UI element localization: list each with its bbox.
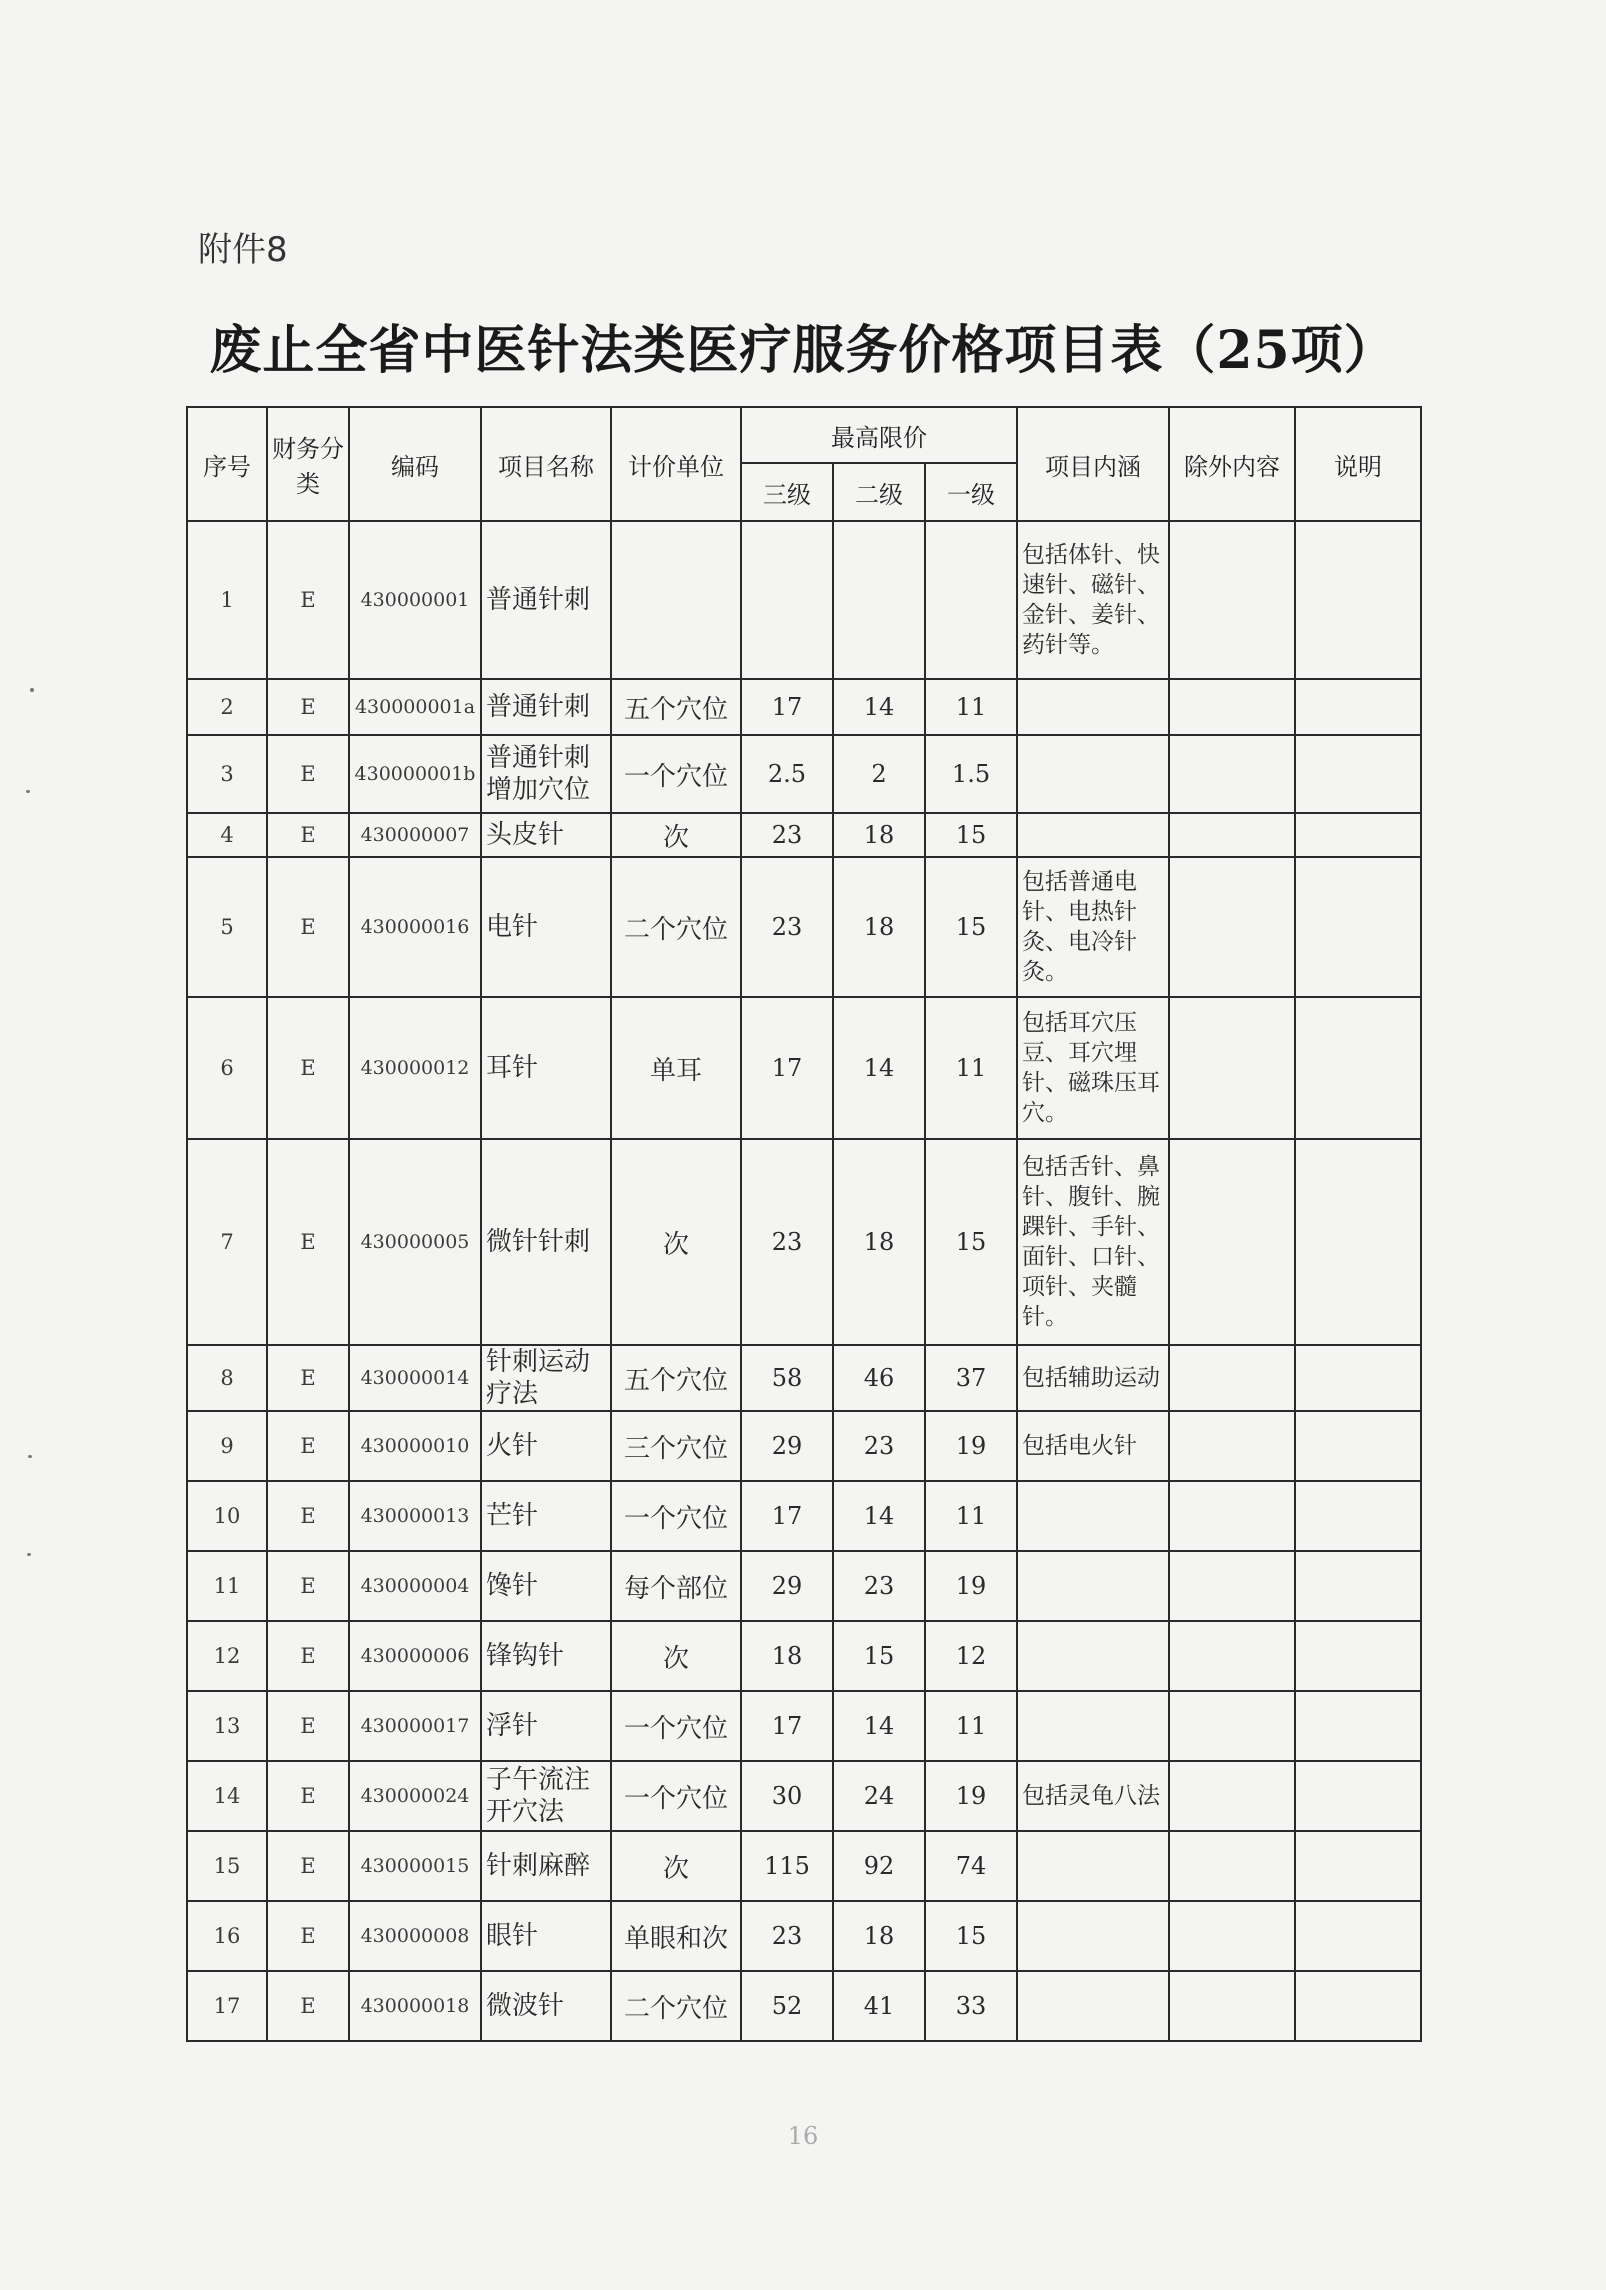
cell-item-content: 包括辅助运动 — [1017, 1345, 1169, 1411]
cell-exclusions — [1169, 1691, 1295, 1761]
cell-exclusions — [1169, 1831, 1295, 1901]
cell-item-content: 包括舌针、鼻针、腹针、腕踝针、手针、面针、口针、项针、夹髓针。 — [1017, 1139, 1169, 1345]
cell-price-level-1: 74 — [925, 1831, 1017, 1901]
header-level-3: 三级 — [741, 463, 833, 521]
cell-finance-category: E — [267, 679, 349, 735]
cell-exclusions — [1169, 735, 1295, 813]
cell-pricing-unit: 次 — [611, 1621, 741, 1691]
cell-exclusions — [1169, 1761, 1295, 1831]
cell-exclusions — [1169, 857, 1295, 997]
cell-item-name: 头皮针 — [481, 813, 611, 857]
cell-notes — [1295, 1621, 1421, 1691]
cell-exclusions — [1169, 1345, 1295, 1411]
header-exclusions: 除外内容 — [1169, 407, 1295, 521]
cell-seq: 15 — [187, 1831, 267, 1901]
cell-price-level-2: 46 — [833, 1345, 925, 1411]
cell-item-content — [1017, 1901, 1169, 1971]
cell-notes — [1295, 1481, 1421, 1551]
header-level-1: 一级 — [925, 463, 1017, 521]
cell-finance-category: E — [267, 1621, 349, 1691]
cell-price-level-2: 92 — [833, 1831, 925, 1901]
table-row — [187, 1691, 1421, 1761]
table-row — [187, 735, 1421, 813]
attachment-label: 附件8 — [198, 230, 288, 270]
cell-pricing-unit: 二个穴位 — [611, 857, 741, 997]
header-code: 编码 — [349, 407, 481, 521]
cell-price-level-1: 37 — [925, 1345, 1017, 1411]
cell-item-name: 微波针 — [481, 1971, 611, 2041]
cell-pricing-unit: 一个穴位 — [611, 1761, 741, 1831]
cell-price-level-1 — [925, 521, 1017, 679]
cell-price-level-3: 17 — [741, 997, 833, 1139]
cell-code: 430000016 — [349, 857, 481, 997]
cell-price-level-3: 29 — [741, 1411, 833, 1481]
table-row — [187, 813, 1421, 857]
cell-price-level-2: 14 — [833, 997, 925, 1139]
cell-exclusions — [1169, 1551, 1295, 1621]
cell-seq: 4 — [187, 813, 267, 857]
cell-price-level-2: 18 — [833, 857, 925, 997]
cell-price-level-3: 58 — [741, 1345, 833, 1411]
cell-seq: 16 — [187, 1901, 267, 1971]
table-row — [187, 1831, 1421, 1901]
header-seq: 序号 — [187, 407, 267, 521]
cell-seq: 3 — [187, 735, 267, 813]
table-row — [187, 997, 1421, 1139]
cell-code: 430000004 — [349, 1551, 481, 1621]
cell-item-content — [1017, 1971, 1169, 2041]
cell-pricing-unit: 次 — [611, 1831, 741, 1901]
cell-notes — [1295, 997, 1421, 1139]
cell-finance-category: E — [267, 813, 349, 857]
cell-finance-category: E — [267, 857, 349, 997]
cell-code: 430000014 — [349, 1345, 481, 1411]
page-title: 废止全省中医针法类医疗服务价格项目表（25项） — [209, 320, 1397, 381]
cell-item-name: 浮针 — [481, 1691, 611, 1761]
cell-price-level-1: 15 — [925, 1901, 1017, 1971]
cell-price-level-3: 23 — [741, 813, 833, 857]
cell-price-level-3: 17 — [741, 1691, 833, 1761]
cell-item-content — [1017, 679, 1169, 735]
cell-seq: 11 — [187, 1551, 267, 1621]
cell-item-name: 眼针 — [481, 1901, 611, 1971]
cell-pricing-unit — [611, 521, 741, 679]
cell-seq: 8 — [187, 1345, 267, 1411]
cell-item-content — [1017, 1691, 1169, 1761]
cell-price-level-1: 11 — [925, 679, 1017, 735]
cell-price-level-2: 24 — [833, 1761, 925, 1831]
cell-pricing-unit: 一个穴位 — [611, 735, 741, 813]
cell-exclusions — [1169, 1621, 1295, 1691]
scan-speck — [30, 688, 34, 692]
cell-pricing-unit: 一个穴位 — [611, 1481, 741, 1551]
header-item-content: 项目内涵 — [1017, 407, 1169, 521]
cell-finance-category: E — [267, 1411, 349, 1481]
cell-price-level-2: 14 — [833, 1691, 925, 1761]
scan-speck — [26, 790, 30, 793]
cell-item-name: 普通针刺增加穴位 — [481, 735, 611, 813]
cell-code: 430000024 — [349, 1761, 481, 1831]
cell-price-level-2: 14 — [833, 1481, 925, 1551]
cell-notes — [1295, 1761, 1421, 1831]
cell-seq: 14 — [187, 1761, 267, 1831]
cell-finance-category: E — [267, 1831, 349, 1901]
cell-price-level-2: 18 — [833, 813, 925, 857]
cell-pricing-unit: 次 — [611, 813, 741, 857]
page-number: 16 — [787, 2122, 819, 2150]
cell-pricing-unit: 二个穴位 — [611, 1971, 741, 2041]
cell-item-name: 馋针 — [481, 1551, 611, 1621]
cell-pricing-unit: 五个穴位 — [611, 679, 741, 735]
cell-price-level-3 — [741, 521, 833, 679]
cell-item-content — [1017, 1551, 1169, 1621]
cell-pricing-unit: 五个穴位 — [611, 1345, 741, 1411]
scan-speck — [27, 1553, 31, 1556]
cell-notes — [1295, 1831, 1421, 1901]
table-row — [187, 1139, 1421, 1345]
table-row — [187, 1971, 1421, 2041]
cell-price-level-2 — [833, 521, 925, 679]
cell-item-name: 普通针刺 — [481, 521, 611, 679]
table-row — [187, 1481, 1421, 1551]
table-row — [187, 1761, 1421, 1831]
cell-price-level-2: 18 — [833, 1901, 925, 1971]
cell-exclusions — [1169, 1481, 1295, 1551]
cell-code: 430000006 — [349, 1621, 481, 1691]
cell-code: 430000001b — [349, 735, 481, 813]
cell-notes — [1295, 1411, 1421, 1481]
table-row — [187, 1621, 1421, 1691]
cell-exclusions — [1169, 813, 1295, 857]
cell-seq: 17 — [187, 1971, 267, 2041]
cell-item-content: 包括耳穴压豆、耳穴埋针、磁珠压耳穴。 — [1017, 997, 1169, 1139]
cell-price-level-3: 17 — [741, 1481, 833, 1551]
header-pricing-unit: 计价单位 — [611, 407, 741, 521]
cell-notes — [1295, 679, 1421, 735]
cell-item-content: 包括体针、快速针、磁针、金针、姜针、药针等。 — [1017, 521, 1169, 679]
table-row — [187, 1411, 1421, 1481]
cell-price-level-3: 23 — [741, 1139, 833, 1345]
cell-finance-category: E — [267, 1971, 349, 2041]
cell-code: 430000010 — [349, 1411, 481, 1481]
cell-price-level-1: 11 — [925, 997, 1017, 1139]
cell-code: 430000018 — [349, 1971, 481, 2041]
table-body — [187, 521, 1421, 2041]
cell-item-content — [1017, 1481, 1169, 1551]
cell-price-level-2: 41 — [833, 1971, 925, 2041]
cell-pricing-unit: 三个穴位 — [611, 1411, 741, 1481]
cell-seq: 1 — [187, 521, 267, 679]
table-row — [187, 679, 1421, 735]
cell-price-level-1: 1.5 — [925, 735, 1017, 813]
cell-notes — [1295, 1551, 1421, 1621]
cell-notes — [1295, 1901, 1421, 1971]
cell-finance-category: E — [267, 1761, 349, 1831]
cell-code: 430000008 — [349, 1901, 481, 1971]
cell-price-level-2: 2 — [833, 735, 925, 813]
cell-finance-category: E — [267, 735, 349, 813]
cell-finance-category: E — [267, 1901, 349, 1971]
scan-speck — [28, 1455, 32, 1458]
cell-price-level-2: 15 — [833, 1621, 925, 1691]
table-row — [187, 521, 1421, 679]
cell-notes — [1295, 813, 1421, 857]
cell-price-level-3: 23 — [741, 857, 833, 997]
cell-finance-category: E — [267, 1691, 349, 1761]
cell-code: 430000017 — [349, 1691, 481, 1761]
cell-pricing-unit: 一个穴位 — [611, 1691, 741, 1761]
cell-seq: 2 — [187, 679, 267, 735]
cell-notes — [1295, 1139, 1421, 1345]
cell-finance-category: E — [267, 1551, 349, 1621]
cell-price-level-3: 23 — [741, 1901, 833, 1971]
cell-item-content — [1017, 735, 1169, 813]
cell-exclusions — [1169, 1411, 1295, 1481]
cell-price-level-3: 17 — [741, 679, 833, 735]
cell-price-level-3: 30 — [741, 1761, 833, 1831]
cell-price-level-1: 19 — [925, 1761, 1017, 1831]
cell-notes — [1295, 1691, 1421, 1761]
cell-price-level-1: 11 — [925, 1691, 1017, 1761]
cell-code: 430000001a — [349, 679, 481, 735]
cell-item-name: 子午流注开穴法 — [481, 1761, 611, 1831]
cell-finance-category: E — [267, 521, 349, 679]
cell-price-level-1: 19 — [925, 1551, 1017, 1621]
cell-price-level-1: 11 — [925, 1481, 1017, 1551]
cell-exclusions — [1169, 1139, 1295, 1345]
cell-item-content: 包括电火针 — [1017, 1411, 1169, 1481]
cell-exclusions — [1169, 521, 1295, 679]
cell-notes — [1295, 521, 1421, 679]
cell-code: 430000015 — [349, 1831, 481, 1901]
cell-seq: 7 — [187, 1139, 267, 1345]
cell-item-content — [1017, 1621, 1169, 1691]
cell-finance-category: E — [267, 1481, 349, 1551]
cell-item-content — [1017, 1831, 1169, 1901]
cell-price-level-1: 15 — [925, 813, 1017, 857]
cell-price-level-3: 18 — [741, 1621, 833, 1691]
cell-finance-category: E — [267, 997, 349, 1139]
cell-item-content — [1017, 813, 1169, 857]
cell-price-level-1: 15 — [925, 857, 1017, 997]
header-notes: 说明 — [1295, 407, 1421, 521]
cell-item-name: 芒针 — [481, 1481, 611, 1551]
cell-code: 430000005 — [349, 1139, 481, 1345]
cell-code: 430000007 — [349, 813, 481, 857]
cell-pricing-unit: 每个部位 — [611, 1551, 741, 1621]
header-finance-category: 财务分类 — [267, 407, 349, 521]
cell-notes — [1295, 1971, 1421, 2041]
cell-item-name: 火针 — [481, 1411, 611, 1481]
cell-seq: 9 — [187, 1411, 267, 1481]
cell-code: 430000012 — [349, 997, 481, 1139]
cell-price-level-2: 23 — [833, 1551, 925, 1621]
header-max-price: 最高限价 — [741, 407, 1017, 463]
header-level-2: 二级 — [833, 463, 925, 521]
cell-price-level-1: 15 — [925, 1139, 1017, 1345]
cell-price-level-1: 12 — [925, 1621, 1017, 1691]
cell-notes — [1295, 735, 1421, 813]
cell-item-name: 针刺麻醉 — [481, 1831, 611, 1901]
cell-price-level-3: 115 — [741, 1831, 833, 1901]
price-item-table — [186, 406, 1422, 2042]
cell-item-name: 电针 — [481, 857, 611, 997]
cell-pricing-unit: 单眼和次 — [611, 1901, 741, 1971]
cell-seq: 12 — [187, 1621, 267, 1691]
cell-price-level-1: 33 — [925, 1971, 1017, 2041]
cell-item-name: 锋钩针 — [481, 1621, 611, 1691]
cell-price-level-3: 52 — [741, 1971, 833, 2041]
cell-exclusions — [1169, 997, 1295, 1139]
table-row — [187, 1551, 1421, 1621]
cell-finance-category: E — [267, 1345, 349, 1411]
cell-notes — [1295, 1345, 1421, 1411]
table-row — [187, 1901, 1421, 1971]
cell-code: 430000013 — [349, 1481, 481, 1551]
cell-item-content: 包括普通电针、电热针灸、电冷针灸。 — [1017, 857, 1169, 997]
cell-exclusions — [1169, 1971, 1295, 2041]
cell-seq: 13 — [187, 1691, 267, 1761]
cell-code: 430000001 — [349, 521, 481, 679]
cell-seq: 6 — [187, 997, 267, 1139]
cell-exclusions — [1169, 679, 1295, 735]
cell-price-level-2: 18 — [833, 1139, 925, 1345]
cell-price-level-3: 29 — [741, 1551, 833, 1621]
cell-price-level-2: 23 — [833, 1411, 925, 1481]
cell-item-name: 耳针 — [481, 997, 611, 1139]
cell-item-content: 包括灵龟八法 — [1017, 1761, 1169, 1831]
cell-pricing-unit: 次 — [611, 1139, 741, 1345]
table-row — [187, 857, 1421, 997]
cell-exclusions — [1169, 1901, 1295, 1971]
cell-item-name: 普通针刺 — [481, 679, 611, 735]
cell-pricing-unit: 单耳 — [611, 997, 741, 1139]
table-row — [187, 1345, 1421, 1411]
cell-price-level-3: 2.5 — [741, 735, 833, 813]
cell-price-level-2: 14 — [833, 679, 925, 735]
cell-price-level-1: 19 — [925, 1411, 1017, 1481]
header-item-name: 项目名称 — [481, 407, 611, 521]
cell-item-name: 针刺运动疗法 — [481, 1345, 611, 1411]
cell-item-name: 微针针刺 — [481, 1139, 611, 1345]
cell-seq: 5 — [187, 857, 267, 997]
cell-notes — [1295, 857, 1421, 997]
cell-seq: 10 — [187, 1481, 267, 1551]
cell-finance-category: E — [267, 1139, 349, 1345]
